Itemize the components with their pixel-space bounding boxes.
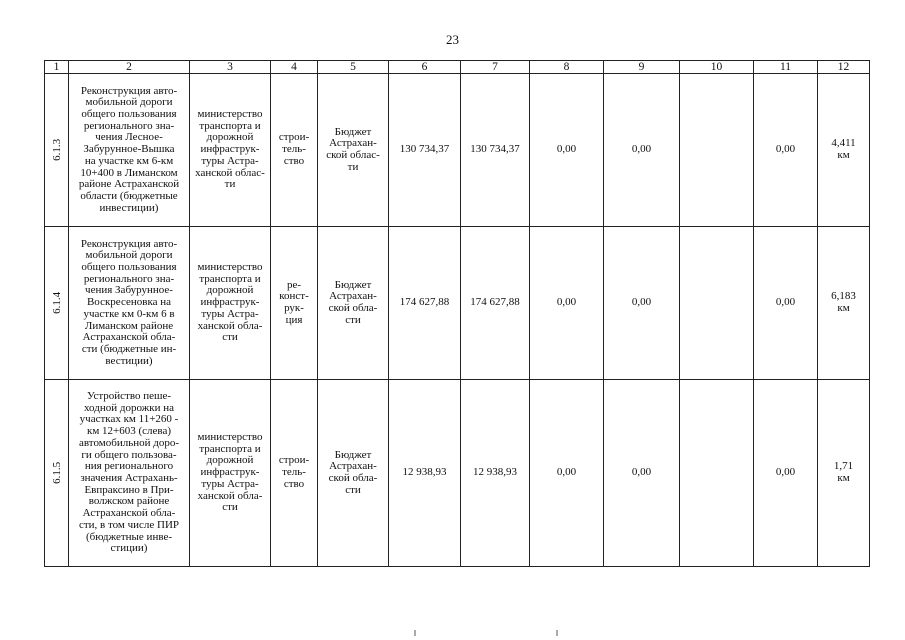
work-type-cell: ре- конст- рук- ция: [271, 227, 318, 380]
projects-table: [44, 60, 870, 567]
customer-cell: министерство транспорта и дорожной инфраструк- туры Астра- ханской обла- сти: [190, 227, 271, 380]
column-header: 2: [69, 61, 190, 74]
column-header: 1: [45, 61, 69, 74]
page-number: 23: [446, 32, 459, 47]
table-row: [45, 227, 870, 380]
amount-cell: [680, 74, 754, 227]
object-name-cell: Реконструкция авто- мобильной дороги общего пользования регионального зна- чения Лесное- Забурунное-Вышка на участке км 6-км 10+400 в Лиманском районе Астраханской области (бюджетные инвестиции): [69, 74, 190, 227]
amount-cell: 12 938,93: [389, 380, 461, 567]
table-row: [45, 74, 870, 227]
amount-cell: 0,00: [754, 74, 818, 227]
amount-cell: 0,00: [604, 227, 680, 380]
column-header: 3: [190, 61, 271, 74]
work-type-cell: строи- тель- ство: [271, 380, 318, 567]
work-type-cell: строи- тель- ство: [271, 74, 318, 227]
scan-artifact: [414, 630, 416, 636]
amount-cell: [680, 227, 754, 380]
row-number: 6.1.3: [51, 138, 64, 161]
amount-cell: 0,00: [604, 74, 680, 227]
column-header: 11: [754, 61, 818, 74]
object-name-cell: Устройство пеше- ходной дорожки на участках км 11+260 - км 12+603 (слева) автомобильной доро- ги общего пользова- ния регионального значения Астрахань- Евпраксино в При- волжском районе Астраханской обла- сти, в том числе ПИР (бюджетные инве- стиции): [69, 380, 190, 567]
column-header: 8: [530, 61, 604, 74]
amount-cell: 130 734,37: [389, 74, 461, 227]
column-header: 6: [389, 61, 461, 74]
row-number-cell: [45, 380, 69, 567]
capacity-cell: 6,183 км: [818, 227, 870, 380]
column-header: 10: [680, 61, 754, 74]
amount-cell: 0,00: [604, 380, 680, 567]
customer-cell: министерство транспорта и дорожной инфраструк- туры Астра- ханской облас- ти: [190, 74, 271, 227]
funding-source-cell: Бюджет Астрахан- ской облас- ти: [318, 74, 389, 227]
amount-cell: 0,00: [530, 227, 604, 380]
column-header: 9: [604, 61, 680, 74]
amount-cell: [680, 380, 754, 567]
capacity-cell: 1,71 км: [818, 380, 870, 567]
column-header: 7: [461, 61, 530, 74]
header-row: [45, 61, 870, 74]
row-number: 6.1.4: [51, 291, 64, 314]
customer-cell: министерство транспорта и дорожной инфраструк- туры Астра- ханской обла- сти: [190, 380, 271, 567]
table-row: [45, 380, 870, 567]
column-header: 12: [818, 61, 870, 74]
amount-cell: 0,00: [530, 74, 604, 227]
row-number: 6.1.5: [51, 461, 64, 484]
column-header: 4: [271, 61, 318, 74]
funding-source-cell: Бюджет Астрахан- ской обла- сти: [318, 380, 389, 567]
row-number-cell: [45, 74, 69, 227]
amount-cell: 0,00: [754, 380, 818, 567]
funding-source-cell: Бюджет Астрахан- ской обла- сти: [318, 227, 389, 380]
amount-cell: 174 627,88: [461, 227, 530, 380]
amount-cell: 12 938,93: [461, 380, 530, 567]
amount-cell: 174 627,88: [389, 227, 461, 380]
scan-artifact: [556, 630, 558, 636]
capacity-cell: 4,411 км: [818, 74, 870, 227]
amount-cell: 0,00: [530, 380, 604, 567]
row-number-cell: [45, 227, 69, 380]
amount-cell: 130 734,37: [461, 74, 530, 227]
column-header: 5: [318, 61, 389, 74]
amount-cell: 0,00: [754, 227, 818, 380]
object-name-cell: Реконструкция авто- мобильной дороги общего пользования регионального зна- чения Забурунное- Воскресеновка на участке км 0-км 6 в Лиманском районе Астраханской обла- сти (бюджетные ин- вестиции): [69, 227, 190, 380]
